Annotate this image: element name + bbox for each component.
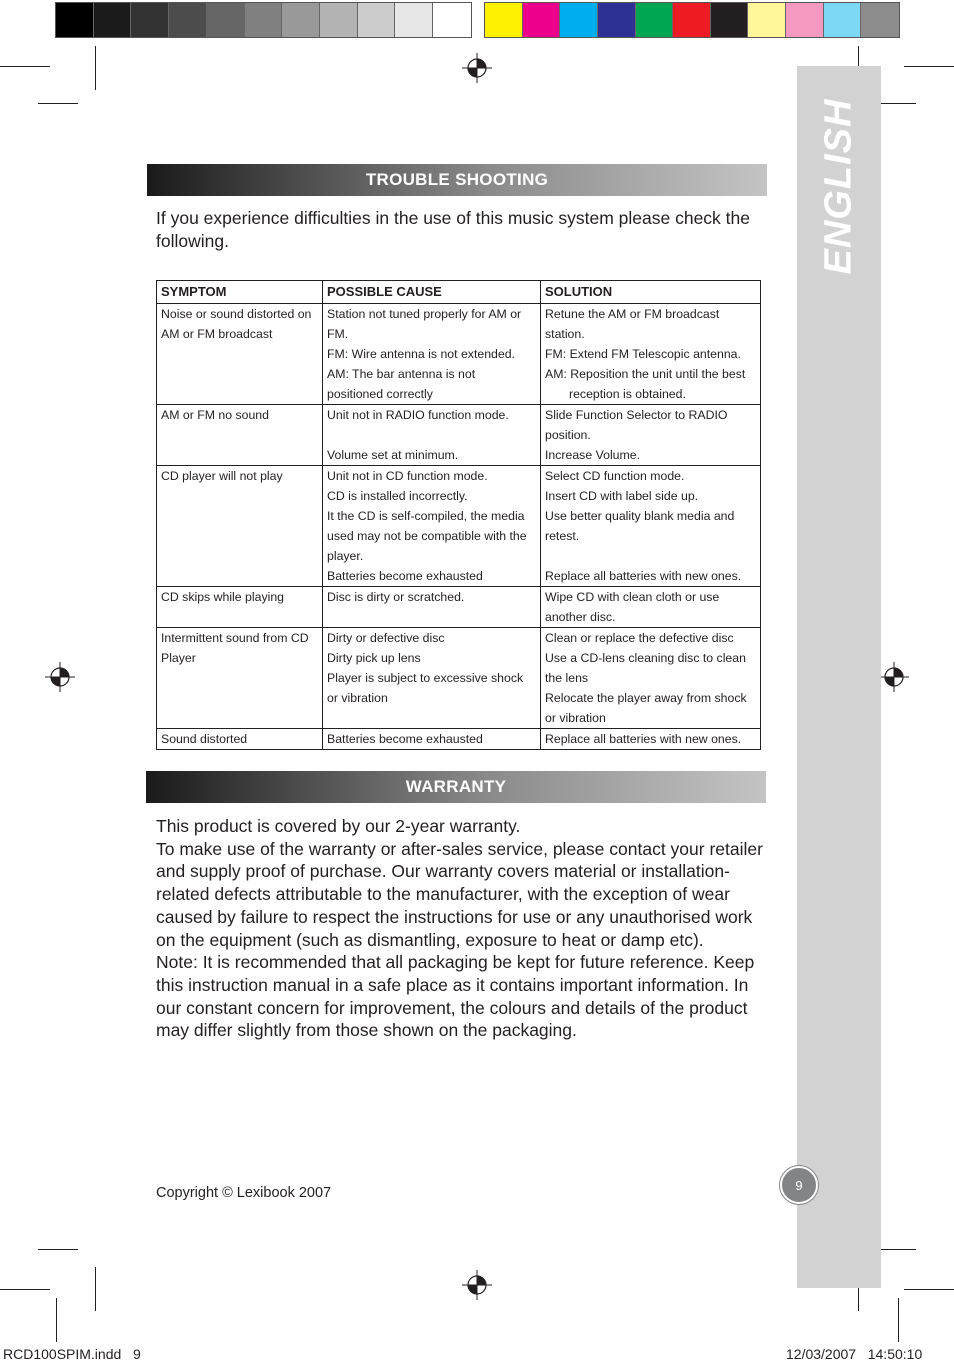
cause-cell [323,466,541,587]
warranty-header: WARRANTY [146,771,766,803]
cell-line: or vibration [545,711,606,725]
cell-line: Slide Function Selector to RADIO [545,408,728,422]
solution-column-header: SOLUTION [541,281,761,304]
cell-line [545,546,756,566]
cell-line: the lens [545,671,589,685]
language-label: ENGLISH [817,98,860,274]
cell-line [327,425,536,445]
cell-line: AM: The bar antenna is not [327,367,476,381]
color-swatch [523,3,561,37]
color-swatch [485,3,523,37]
color-swatch [56,3,94,37]
table-row [157,587,761,628]
warranty-paragraph: To make use of the warranty or after-sales service, please contact your retailer and supply proof of purchase. Our warranty covers material or installation-related defects attributable to the manufacturer, with the exception of wear caused by failure to respect the instructions for use or any unauthorised work on the equipment (such as dismantling, exposure to heat or damp etc). [156,838,763,950]
table-row [157,628,761,729]
solution-cell [541,729,761,750]
warranty-paragraph: This product is covered by our 2-year warranty. [156,816,521,836]
cell-line: used may not be compatible with the [327,529,527,543]
symptom-cell [157,405,323,466]
language-label-container [797,66,881,306]
cell-line: player. [327,549,364,563]
cell-line: Use better quality blank media and [545,509,735,523]
cell-line: reception is obtained. [569,387,686,401]
page-number-badge: 9 [780,1166,818,1204]
cause-cell [323,405,541,466]
symptom-cell [157,466,323,587]
cell-line: Noise or sound distorted on [161,307,312,321]
color-swatch [673,3,711,37]
cell-line: Station not tuned properly for AM or [327,307,522,321]
color-swatch [861,3,899,37]
trouble-shooting-intro: If you experience difficulties in the use of this music system please check the following. [156,208,751,251]
color-swatch [598,3,636,37]
registration-target-icon [462,53,492,83]
cell-line: CD skips while playing [161,590,285,604]
color-swatch [245,3,283,37]
color-swatch [358,3,396,37]
cell-line: CD is installed incorrectly. [327,489,468,503]
cell-line: It the CD is self-compiled, the media [327,509,525,523]
cell-line: Unit not in RADIO function mode. [327,408,509,422]
cell-line: FM: Wire antenna is not extended. [327,347,515,361]
cell-line: Select CD function mode. [545,469,685,483]
cell-line: Dirty or defective disc [327,631,445,645]
cell-line: Player is subject to excessive shock [327,671,524,685]
cell-line: Clean or replace the defective disc [545,631,734,645]
cell-line: Intermittent sound from CD [161,631,309,645]
cell-line: Relocate the player away from shock [545,691,747,705]
cell-line: or vibration [327,691,388,705]
footer-timestamp: 12/03/2007 14:50:10 [786,1346,923,1362]
color-swatch-bar [484,2,900,38]
color-swatch [282,3,320,37]
color-swatch [560,3,598,37]
symptom-cell [157,587,323,628]
cause-cell [323,729,541,750]
cell-line: Batteries become exhausted [327,732,483,746]
symptom-column-header: SYMPTOM [157,281,323,304]
cause-column-header: POSSIBLE CAUSE [323,281,541,304]
cell-line: AM or FM no sound [161,408,269,422]
trouble-shooting-header: TROUBLE SHOOTING [147,164,767,196]
cell-line: Insert CD with label side up. [545,489,699,503]
table-row [157,466,761,587]
grayscale-swatch-bar [55,2,472,38]
solution-cell [541,587,761,628]
solution-cell [541,405,761,466]
color-swatch [748,3,786,37]
table-row [157,304,761,405]
footer-file-name: RCD100SPIM.indd 9 [3,1346,141,1362]
symptom-cell [157,729,323,750]
solution-cell [541,466,761,587]
cell-line: Player [161,651,196,665]
cause-cell [323,587,541,628]
symptom-cell [157,304,323,405]
color-swatch [786,3,824,37]
registration-target-icon [462,1270,492,1300]
cell-line: Increase Volume. [545,448,641,462]
symptom-cell [157,628,323,729]
cell-line: Dirty pick up lens [327,651,421,665]
cell-line: another disc. [545,610,616,624]
cell-line: Retune the AM or FM broadcast [545,307,720,321]
cell-line: FM: Extend FM Telescopic antenna. [545,347,741,361]
cell-line: Replace all batteries with new ones. [545,732,742,746]
color-swatch [131,3,169,37]
solution-cell [541,304,761,405]
registration-target-icon [45,662,75,692]
cell-line: Sound distorted [161,732,248,746]
cell-line: station. [545,327,585,341]
cell-line: retest. [545,529,580,543]
registration-target-icon [879,662,909,692]
copyright-text: Copyright © Lexibook 2007 [156,1185,332,1201]
table-row [157,729,761,750]
color-swatch [395,3,433,37]
table-row [157,405,761,466]
cell-line: positioned correctly [327,387,433,401]
color-swatch [433,3,471,37]
cell-line: Wipe CD with clean cloth or use [545,590,720,604]
cell-line: Replace all batteries with new ones. [545,569,742,583]
color-swatch [320,3,358,37]
trouble-shooting-table [156,280,761,750]
color-swatch [636,3,674,37]
color-swatch [94,3,132,37]
cell-line: FM. [327,327,349,341]
cell-line: CD player will not play [161,469,283,483]
table-header-row [157,281,761,304]
cell-line: Disc is dirty or scratched. [327,590,465,604]
cell-line: Unit not in CD function mode. [327,469,488,483]
cause-cell [323,628,541,729]
color-swatch [207,3,245,37]
color-swatch [711,3,749,37]
warranty-body [156,815,776,1042]
cause-cell [323,304,541,405]
cell-line: AM: Reposition the unit until the best [545,367,746,381]
solution-cell [541,628,761,729]
cell-line: position. [545,428,591,442]
cell-line: Batteries become exhausted [327,569,483,583]
warranty-paragraph: Note: It is recommended that all packaging be kept for future reference. Keep this instruction manual in a safe place as it contains important information. In our constant concern for improvement, the colours and details of the product may differ slightly from those shown on the packaging. [156,952,755,1041]
color-swatch [169,3,207,37]
cell-line: Volume set at minimum. [327,448,459,462]
cell-line: AM or FM broadcast [161,327,273,341]
color-swatch [824,3,862,37]
cell-line: Use a CD-lens cleaning disc to clean [545,651,746,665]
